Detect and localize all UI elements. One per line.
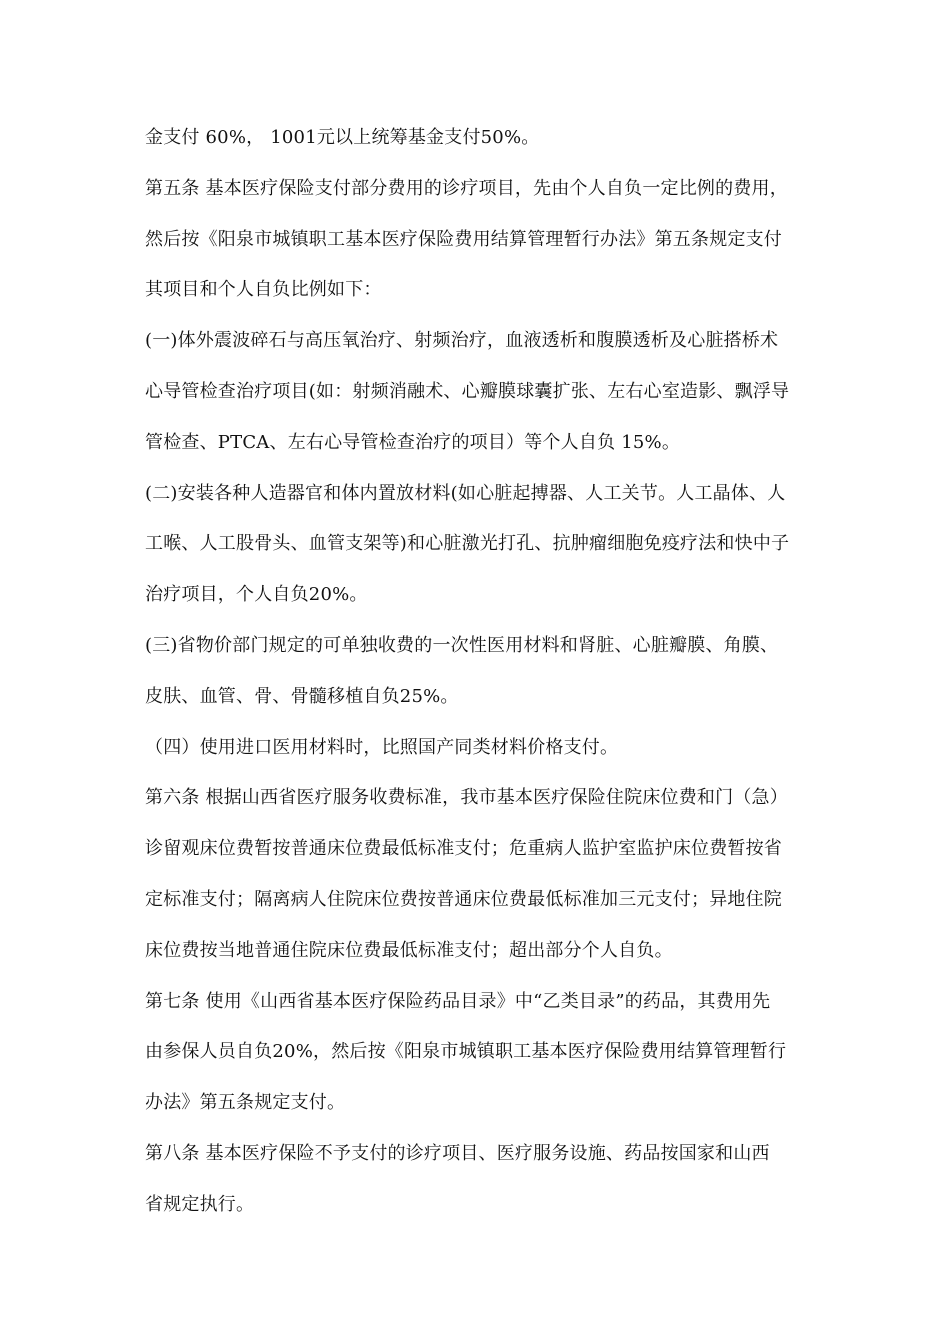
- text-line: 心导管检查治疗项目(如：射频消融术、心瓣膜球囊扩张、左右心室造影、飘浮导: [145, 380, 790, 402]
- text-line: 定标准支付；隔离病人住院床位费按普通床位费最低标准加三元支付；异地住院: [145, 888, 782, 910]
- text-line: 第五条 基本医疗保险支付部分费用的诊疗项目，先由个人自负一定比例的费用，: [145, 177, 788, 199]
- text-line: (三)省物价部门规定的可单独收费的一次性医用材料和肾脏、心脏瓣膜、角膜、: [145, 634, 779, 656]
- text-line: 然后按《阳泉市城镇职工基本医疗保险费用结算管理暂行办法》第五条规定支付: [145, 228, 782, 250]
- text-line: 其项目和个人自负比例如下：: [145, 279, 382, 301]
- text-line: 办法》第五条规定支付。: [145, 1092, 346, 1114]
- text-line: 金支付 60%， 1001元以上统筹基金支付50%。: [145, 127, 540, 148]
- text-line: 第六条 根据山西省医疗服务收费标准，我市基本医疗保险住院床位费和门（急）: [145, 787, 788, 809]
- text-line: 第七条 使用《山西省基本医疗保险药品目录》中“乙类目录”的药品，其费用先: [145, 990, 771, 1012]
- text-line: (二)安装各种人造器官和体内置放材料(如心脏起搏器、人工关节。人工晶体、人: [145, 482, 786, 504]
- document-body: [145, 118, 825, 1236]
- text-line: （四）使用进口医用材料时，比照国产同类材料价格支付。: [145, 736, 619, 758]
- text-line: 由参保人员自负20%，然后按《阳泉市城镇职工基本医疗保险费用结算管理暂行: [145, 1041, 787, 1063]
- text-line: 诊留观床位费暂按普通床位费最低标准支付；危重病人监护室监护床位费暂按省: [145, 838, 782, 860]
- text-line: 管检查、PTCA、左右心导管检查治疗的项目）等个人自负 15%。: [145, 431, 681, 453]
- text-line: 治疗项目，个人自负20%。: [145, 584, 368, 606]
- text-line: 床位费按当地普通住院床位费最低标准支付；超出部分个人自负。: [145, 939, 673, 961]
- text-line: 第八条 基本医疗保险不予支付的诊疗项目、医疗服务设施、药品按国家和山西: [145, 1142, 770, 1164]
- text-line: (一)体外震波碎石与高压氧治疗、射频治疗，血液透析和腹膜透析及心脏搭桥术: [145, 330, 779, 352]
- text-line: 省规定执行。: [145, 1193, 255, 1215]
- text-line: 皮肤、血管、骨、骨髓移植自负25%。: [145, 685, 459, 707]
- text-line: 工喉、人工股骨头、血管支架等)和心脏激光打孔、抗肿瘤细胞免疫疗法和快中子: [145, 533, 790, 555]
